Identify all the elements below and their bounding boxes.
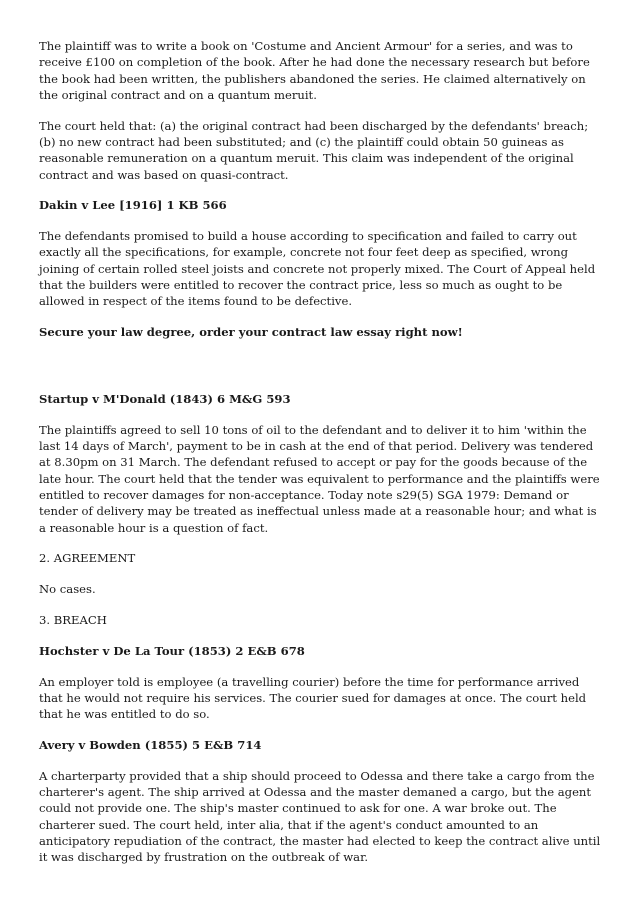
paragraph-avery-v-bowden-facts: A charterparty provided that a ship should proceed to Odessa and there take a cargo from the charterer's agent. The ship arrived at Odessa and the master demaned a cargo, but the agent could not provide one. The ship's master continued to ask for one. A war broke out. The charterer sued. The court held, inter alia, that if the agent's conduct amounted to an anticipatory repudiation of the contract, the master had elected to keep the contract alive until it was discharged by frustration on the outbreak of war. xyxy=(39,768,601,865)
paragraph-hochster-facts: An employer told is employee (a travelling courier) before the time for performance arrived that he would not require his services. The courier sued for damages at once. The court held that he was entitled to do so. xyxy=(39,674,587,722)
paragraph-startup-v-mdonald-facts: The plaintiffs agreed to sell 10 tons of oil to the defendant and to deliver it to him 'within the last 14 days of March', payment to be in cash at the end of that period. Delivery was tendered at 8.30pm on 31 March. The defendant refused to accept or pay for the goods because of the late hour. The court held that the tender was equivalent to performance and the plaintiffs were entitled to recover damages for non-acceptance. Today note s29(5) SGA 1979: Demand or tender of delivery may be treated as ineffectual unless made at a reasonable hour; and what is a reasonable hour is a question of fact. xyxy=(39,422,600,535)
spacer xyxy=(39,355,602,391)
paragraph-costume-book-facts: The plaintiff was to write a book on 'Costume and Ancient Armour' for a series, and was to receive £100 on completion of the book. After he had done the necessary research but before the book had been written, the publishers abandoned the series. He claimed alternatively on the original contract and on a quantum meruit. xyxy=(39,39,590,102)
section-heading-breach: 3. BREACH xyxy=(39,612,107,627)
promo-line: Secure your law degree, order your contract law essay right now! xyxy=(39,325,463,340)
paragraph-dakin-v-lee-facts: The defendants promised to build a house according to specification and failed to carry out exactly all the specifications, for example, concrete not four feet deep as specified, wrong joining of certain rolled steel joists and concrete not properly mixed. The Court of Appeal held that the builders were entitled to recover the contract price, less so much as ought to be allowed in respect of the items found to be defective. xyxy=(39,229,596,309)
section-heading-agreement: 2. AGREEMENT xyxy=(39,551,136,566)
case-heading-startup-v-mdonald: Startup v M'Donald (1843) 6 M&G 593 xyxy=(39,391,291,406)
case-heading-dakin-v-lee: Dakin v Lee [1916] 1 KB 566 xyxy=(39,198,227,213)
paragraph-court-held-quantum-meruit: The court held that: (a) the original contract had been discharged by the defendants' breach; (b) no new contract had been substituted; and (c) the plaintiff could obtain 50 guineas as reasonable remuneration on a quantum meruit. This claim was independent of the original contract and was based on quasi-contract. xyxy=(39,118,589,182)
case-heading-hochster-v-de-la-tour: Hochster v De La Tour (1853) 2 E&B 678 xyxy=(39,643,305,658)
case-heading-avery-v-bowden: Avery v Bowden (1855) 5 E&B 714 xyxy=(39,737,262,752)
paragraph-no-cases: No cases. xyxy=(39,582,96,597)
